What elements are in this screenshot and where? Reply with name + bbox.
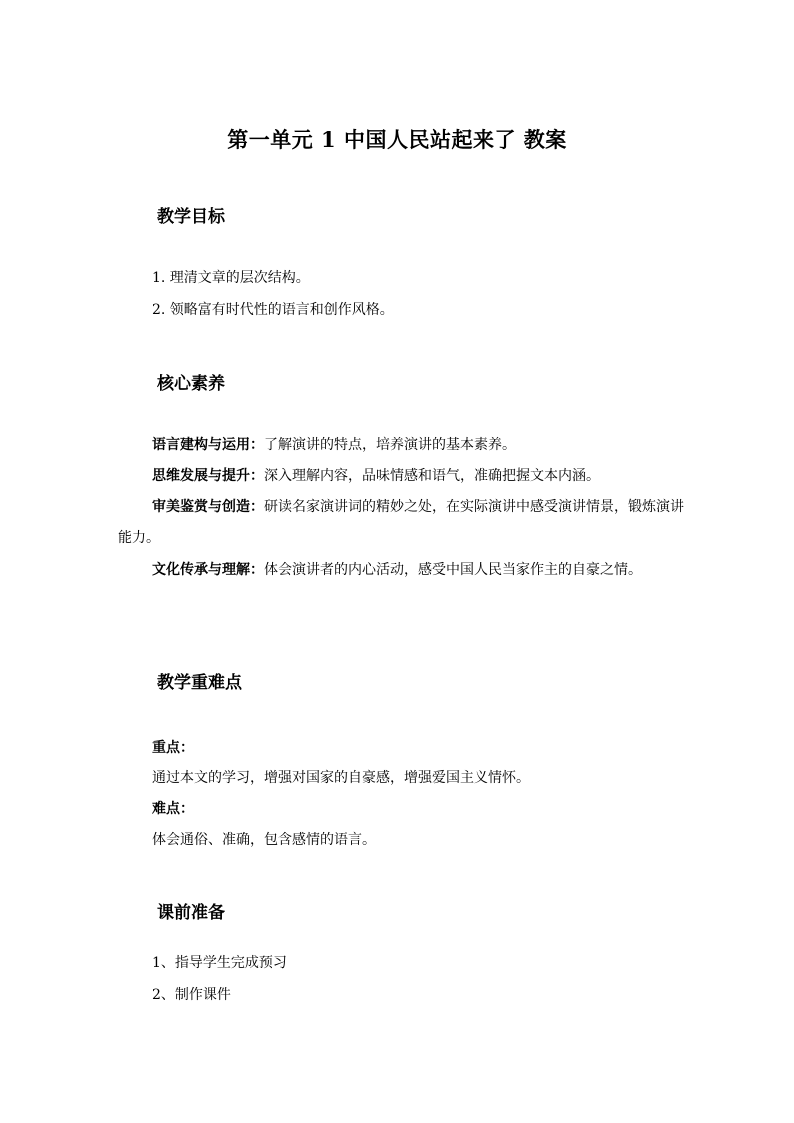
competency-label: 文化传承与理解：	[152, 562, 264, 578]
competency-text: 深入理解内容，品味情感和语气，准确把握文本内涵。	[264, 468, 600, 484]
preparation-item-2: 2、制作课件	[152, 987, 231, 1003]
heading-preparation: 课前准备	[157, 903, 225, 923]
competency-label: 语言建构与运用：	[152, 437, 264, 453]
competency-label: 审美鉴赏与创造：	[152, 499, 264, 515]
document-title: 第一单元 1 中国人民站起来了 教案	[227, 127, 567, 152]
competency-text: 研读名家演讲词的精妙之处，在实际演讲中感受演讲情景，锻炼演讲能力。	[118, 499, 684, 546]
heading-competencies: 核心素养	[157, 374, 225, 394]
competency-text: 体会演讲者的内心活动，感受中国人民当家作主的自豪之情。	[264, 562, 642, 578]
heading-key-points: 教学重难点	[157, 673, 242, 693]
competency-item-2	[152, 466, 600, 486]
objective-item-2: 2. 领略富有时代性的语言和创作风格。	[152, 302, 394, 318]
competency-item-4	[118, 555, 684, 586]
difficulty-label: 难点：	[152, 801, 194, 817]
competency-label: 思维发展与提升：	[152, 468, 264, 484]
focus-label: 重点：	[152, 740, 194, 756]
competency-item-3	[118, 492, 684, 554]
objective-item-1: 1. 理清文章的层次结构。	[152, 270, 310, 286]
competency-text: 了解演讲的特点，培养演讲的基本素养。	[264, 437, 516, 453]
preparation-item-1: 1、指导学生完成预习	[152, 955, 287, 971]
focus-text: 通过本文的学习，增强对国家的自豪感，增强爱国主义情怀。	[152, 770, 530, 786]
competency-item-1	[152, 435, 516, 455]
heading-objectives: 教学目标	[157, 207, 225, 227]
difficulty-text: 体会通俗、准确，包含感情的语言。	[152, 832, 376, 848]
